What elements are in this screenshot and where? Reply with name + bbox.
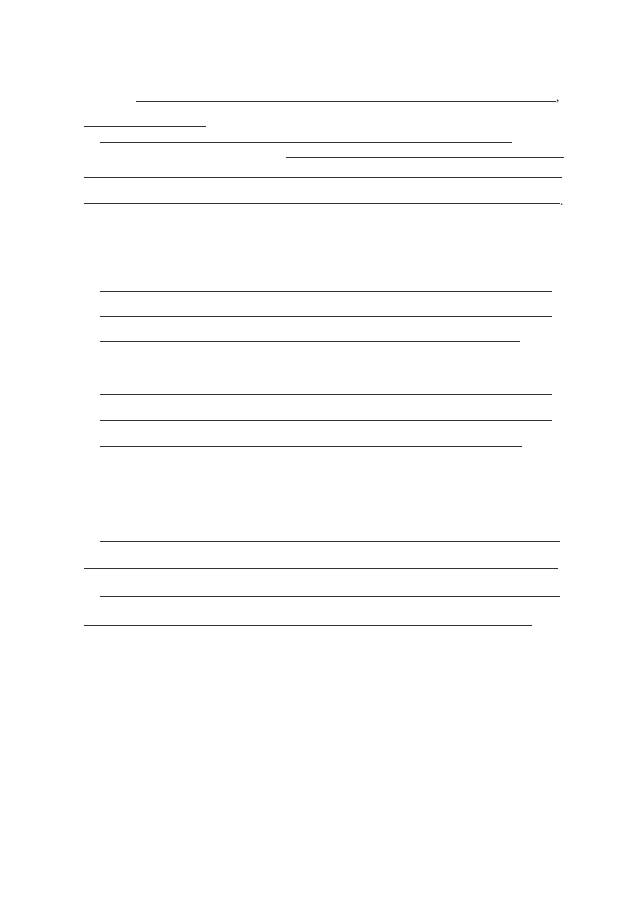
namechange-row-2-line bbox=[100, 596, 560, 597]
nonfamily-row-1-line bbox=[100, 394, 552, 395]
nonfamily-row-3-line bbox=[100, 446, 522, 447]
intro-line2 bbox=[84, 115, 564, 130]
family-row-1-line bbox=[100, 291, 552, 292]
address-line bbox=[100, 142, 512, 143]
fio-line bbox=[136, 101, 556, 102]
nonfamily-row-2-line bbox=[100, 420, 552, 421]
document-page: , . bbox=[0, 0, 640, 905]
namechange-row-2-line2 bbox=[84, 625, 532, 626]
family-row-3-line bbox=[100, 341, 520, 342]
namechange-row-1-line2 bbox=[84, 568, 558, 569]
family-row-2-line bbox=[100, 316, 552, 317]
basis-line2 bbox=[84, 177, 562, 178]
basis-line3 bbox=[84, 203, 560, 204]
basis-line1 bbox=[286, 157, 564, 158]
namechange-row-1-line bbox=[100, 541, 560, 542]
